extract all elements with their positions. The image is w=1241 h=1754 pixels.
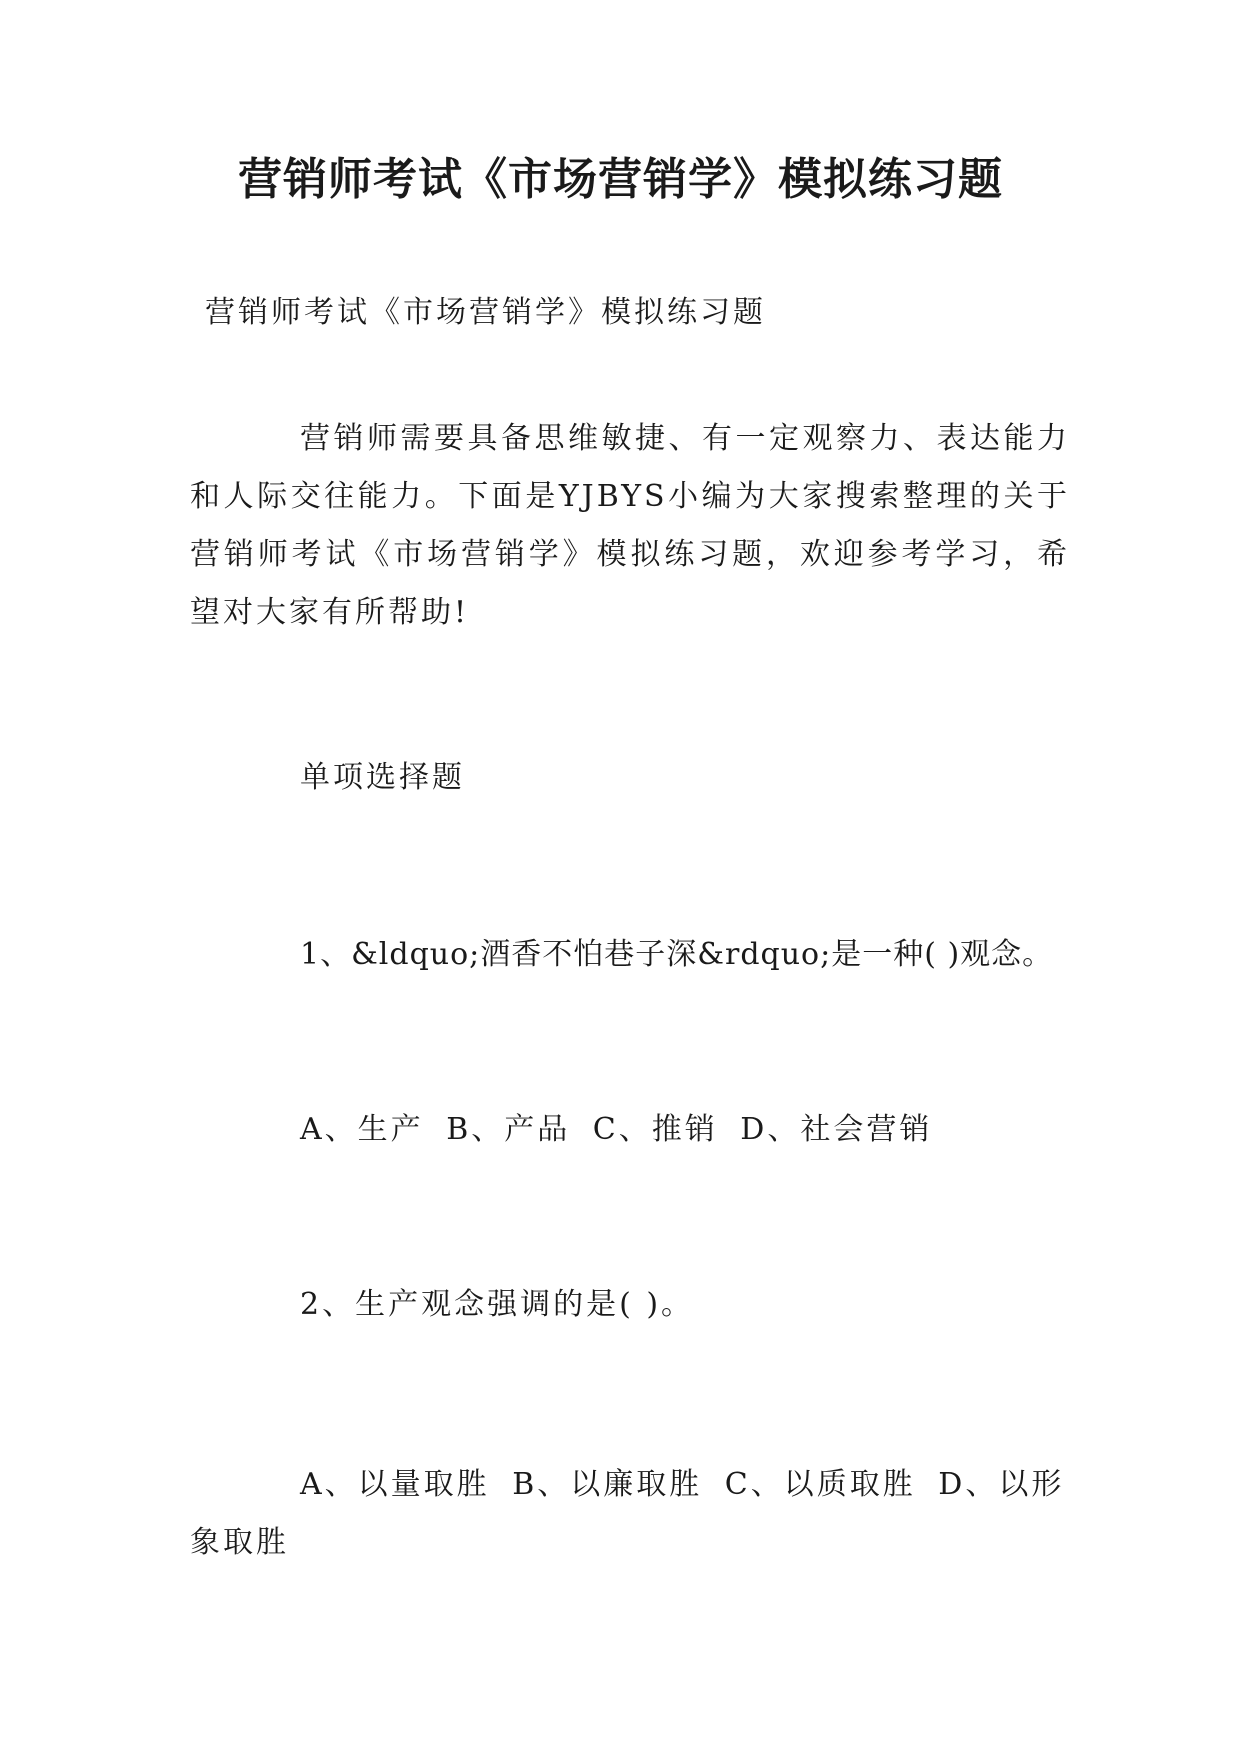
question-2-options: A、以量取胜 B、以廉取胜 C、以质取胜 D、以形象取胜	[190, 1467, 1065, 1560]
intro-paragraph: 营销师需要具备思维敏捷、有一定观察力、表达能力和人际交往能力。下面是YJBYS小编为大家搜索整理的关于营销师考试《市场营销学》模拟练习题，欢迎参考学习，希望对大家有所帮助!	[190, 421, 1070, 630]
document-subtitle: 营销师考试《市场营销学》模拟练习题	[205, 295, 766, 330]
page-title: 营销师考试《市场营销学》模拟练习题	[238, 154, 1003, 205]
question-1-options: A、生产 B、产品 C、推销 D、社会营销	[300, 1112, 933, 1147]
question-1: 1、&ldquo;酒香不怕巷子深&rdquo;是一种( )观念。	[300, 937, 1054, 972]
section-heading: 单项选择题	[300, 760, 465, 795]
question-2: 2、生产观念强调的是( )。	[300, 1287, 695, 1322]
